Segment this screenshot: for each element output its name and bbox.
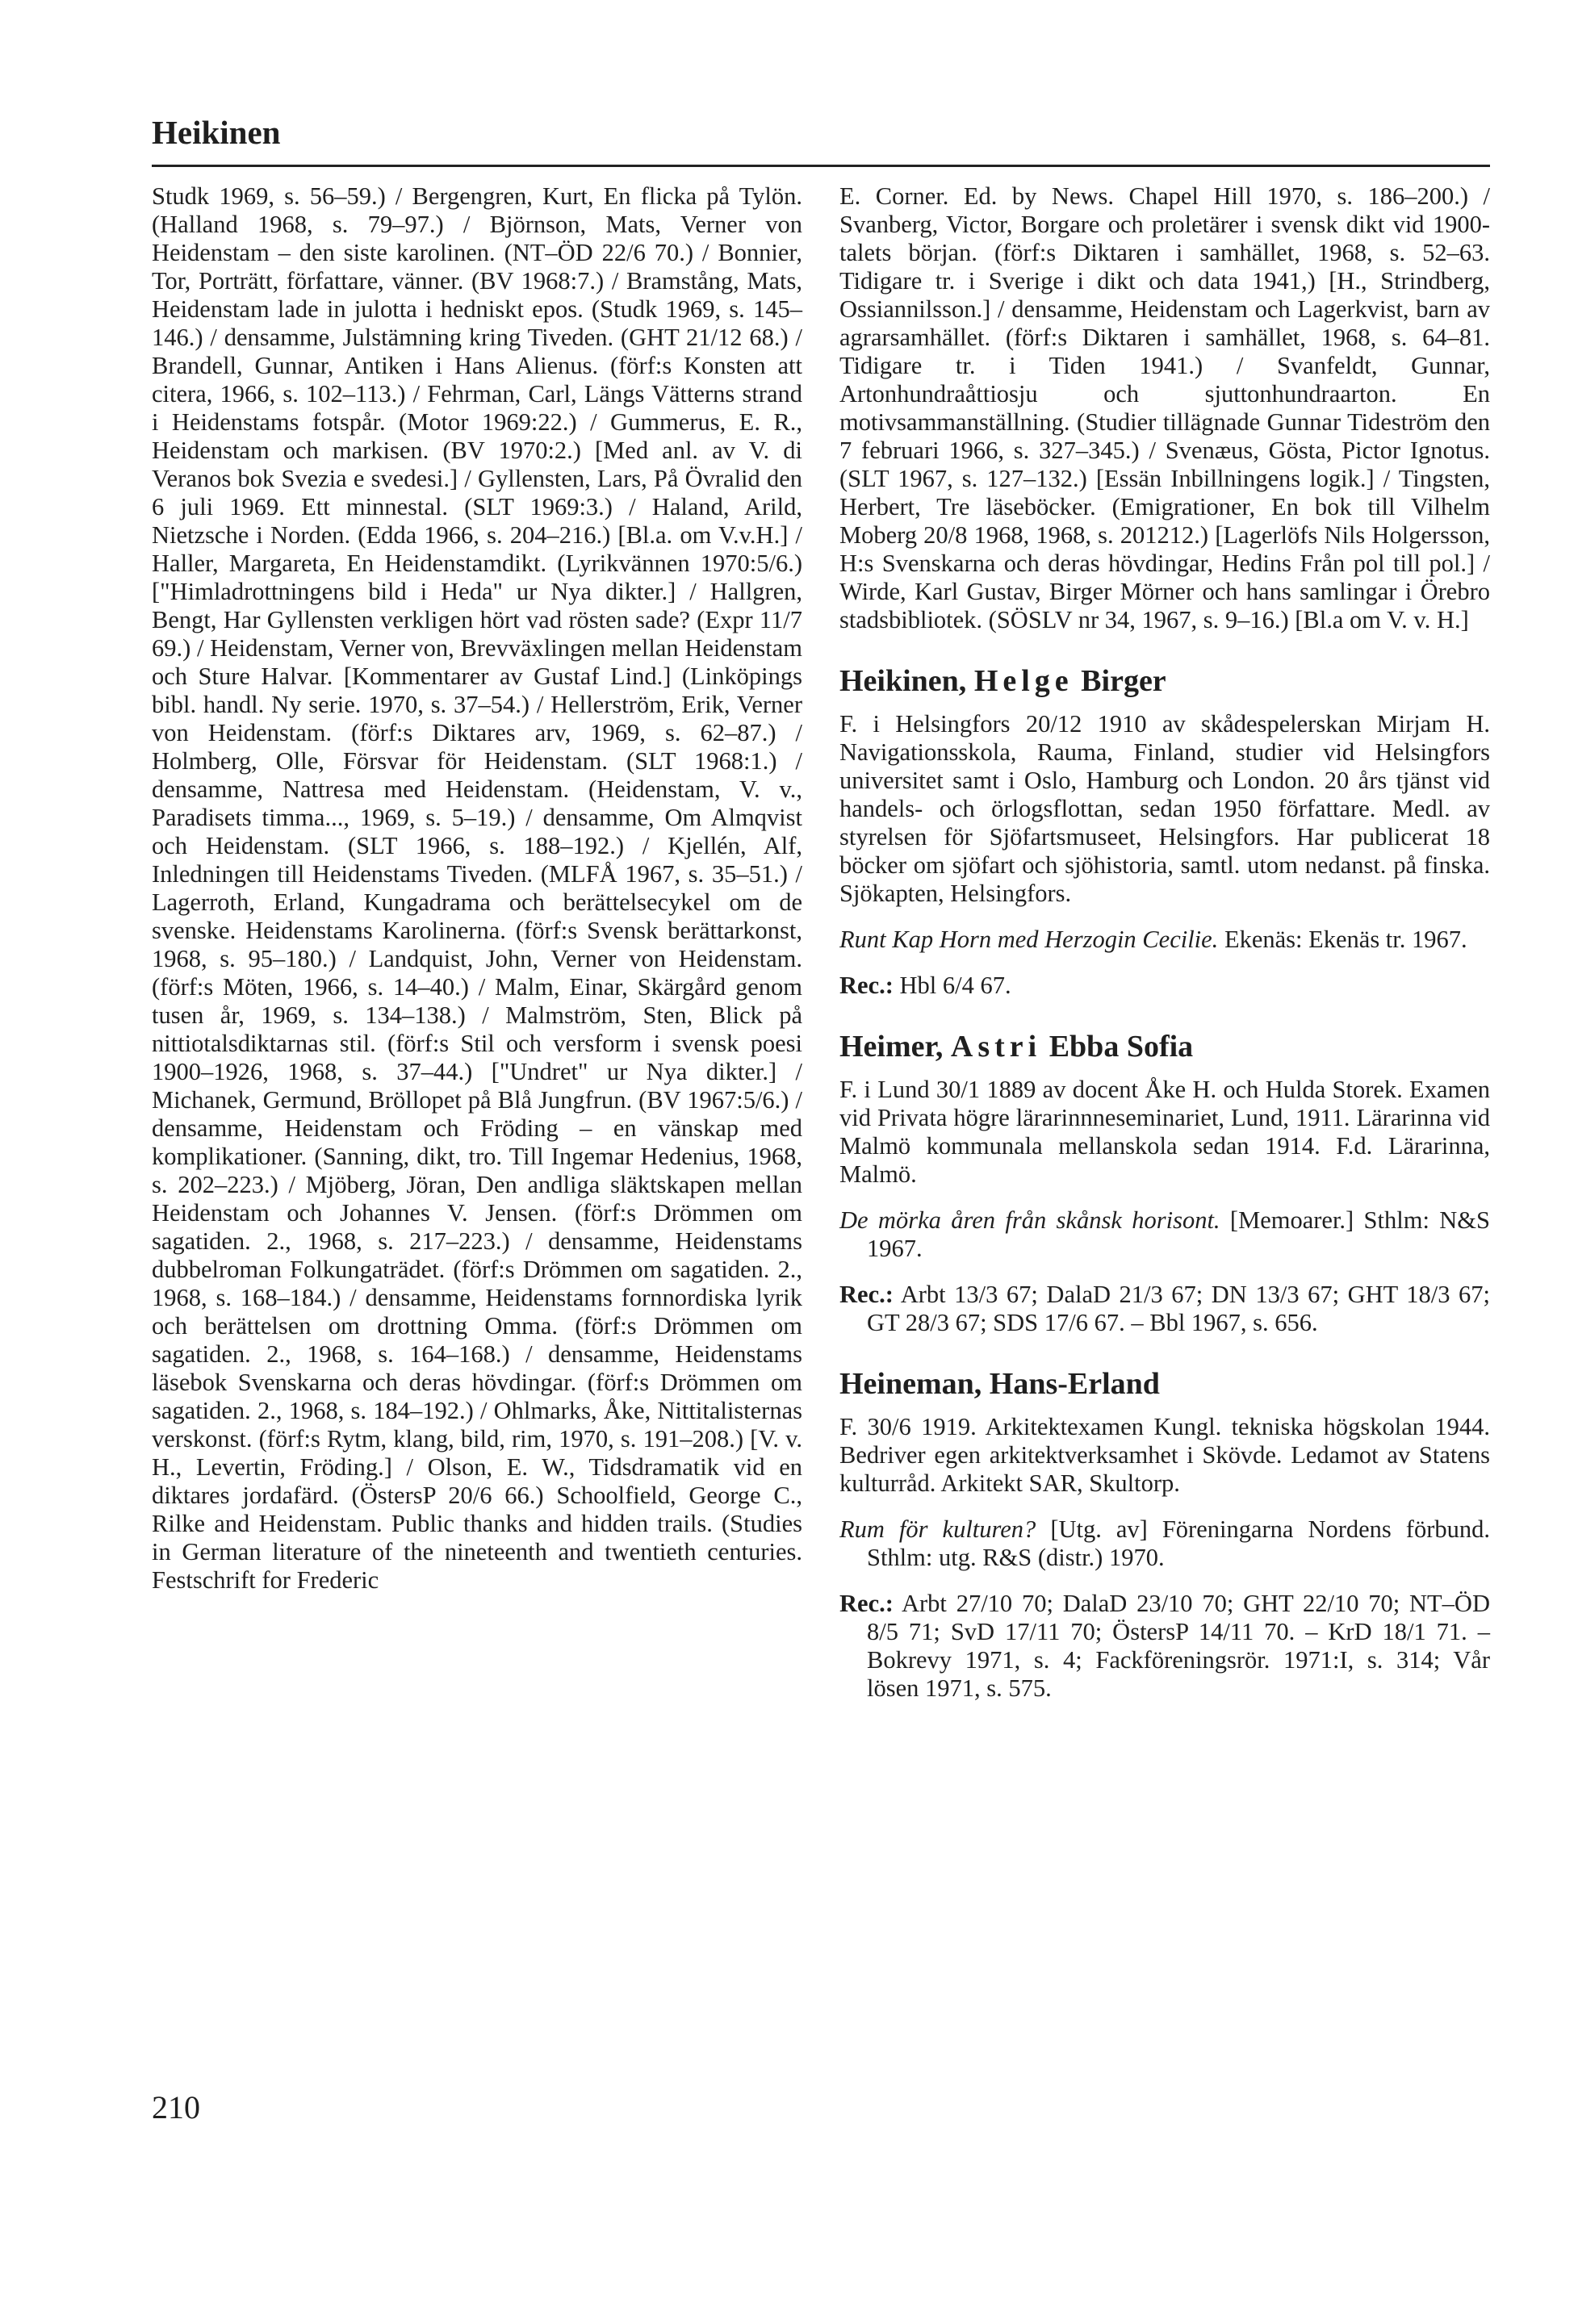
header-rule: [152, 165, 1490, 167]
entry-spaced-name: Helge: [973, 664, 1074, 698]
entry-reviews: [839, 1590, 1490, 1703]
entry-work: [839, 926, 1490, 954]
entry-bio: F. 30/6 1919. Arkitektexamen Kungl. tekniska högskolan 1944. Bedriver egen arkitektverksamhet i Skövde. Ledamot av Statens kulturråd. Arkitekt SAR, Skultorp.: [839, 1413, 1490, 1497]
left-column: [152, 182, 802, 1595]
work-title: De mörka åren från skånsk horisont.: [839, 1206, 1220, 1234]
work-title: Rum för kulturen?: [839, 1515, 1036, 1543]
left-column-text: Studk 1969, s. 56–59.) / Bergengren, Kurt, En flicka på Tylön. (Halland 1968, s. 79–97.) / Björnson, Mats, Verner von Heidenstam – den siste karolinen. (NT–ÖD 22/6 70.) / Bonnier, Tor, Porträtt, författare, vänner. (BV 1968:7.) / Bramstång, Mats, Heidenstam lade in julotta i hedniskt epos. (Studk 1969, s. 145–146.) / densamme, Julstämning kring Tiveden. (GHT 21/12 68.) / Brandell, Gunnar, Antiken i Hans Alienus. (förf:s Konsten att citera, 1966, s. 102–113.) / Fehrman, Carl, Längs Vätterns strand i Heidenstams fotspår. (Motor 1969:22.) / Gummerus, E. R., Heidenstam och markisen. (BV 1970:2.) [Med anl. av V. di Veranos bok Svezia e svedesi.] / Gyllensten, Lars, På Övralid den 6 juli 1969. Ett minnestal. (SLT 1969:3.) / Haland, Arild, Nietzsche i Norden. (Edda 1966, s. 204–216.) [Bl.a. om V.v.H.] / Haller, Margareta, En Heidenstamdikt. (Lyrikvännen 1970:5/6.) ["Himladrottningens bild i Heda" ur Nya dikter.] / Hallgren, Bengt, Har Gyllensten verkligen hört vad rösten sade? (Expr 11/7 69.) / Heidenstam, Verner von, Brevväxlingen mellan Heidenstam och Sture Halvar. [Kommentarer av Gustaf Lind.] (Linköpings bibl. handl. Ny serie. 1970, s. 37–54.) / Hellerström, Erik, Verner von Heidenstam. (förf:s Diktares arv, 1969, s. 62–87.) / Holmberg, Olle, Försvar för Heidenstam. (SLT 1968:1.) / densamme, Nattresa med Heidenstam. (Heidenstam, V. v., Paradisets timma..., 1969, s. 5–19.) / densamme, Om Almqvist och Heidenstam. (SLT 1966, s. 188–192.) / Kjellén, Alf, Inledningen till Heidenstams Tiveden. (MLFÅ 1967, s. 35–51.) / Lagerroth, Erland, Kungadrama och berättelsecykel om de svenske. Heidenstams Karolinerna. (förf:s Svensk berättarkonst, 1968, s. 95–180.) / Landquist, John, Verner von Heidenstam. (förf:s Möten, 1966, s. 14–40.) / Malm, Einar, Skärgård genom tusen år, 1969, s. 134–138.) / Malmström, Sten, Blick på nittiotalsdiktarnas stil. (förf:s Stil och versform i svensk poesi 1900–1926, 1968, s. 37–44.) ["Undret" ur Nya dikter.] / Michanek, Germund, Bröllopet på Blå Jungfrun. (BV 1967:5/6.) / densamme, Heidenstam och Fröding – en vänskap med komplikationer. (Sanning, dikt, tro. Till Ingemar Hedenius, 1968, s. 202–223.) / Mjöberg, Jöran, Den andliga släktskapen mellan Heidenstam och Johannes V. Jensen. (förf:s Drömmen om sagatiden. 2., 1968, s. 217–223.) / densamme, Heidenstams dubbelroman Folkungaträdet. (förf:s Drömmen om sagatiden. 2., 1968, s. 168–184.) / densamme, Heidenstams fornnordiska lyrik och berättelsen om drottning Omma. (förf:s Drömmen om sagatiden. 2., 1968, s. 164–168.) / densamme, Heidenstams läsebok Svenskarna och deras hövdingar. (förf:s Drömmen om sagatiden. 2., 1968, s. 184–192.) / Ohlmarks, Åke, Nittitalisternas verskonst. (förf:s Rytm, klang, bild, rim, 1970, s. 191–208.) [V. v. H., Levertin, Fröding.] / Olson, E. W., Tidsdramatik vid en diktares jordafärd. (ÖstersP 20/6 66.) Schoolfield, George C., Rilke and Heidenstam. Public thanks and hidden trails. (Studies in German literature of the nineteenth and twentieth centuries. Festschrift for Frederic: [152, 182, 802, 1594]
entry-surname: Heimer,: [839, 1030, 944, 1064]
entry-spaced-name: Astri: [950, 1030, 1042, 1064]
entry-heikinen: [839, 663, 1490, 1000]
rec-text: Arbt 13/3 67; DalaD 21/3 67; DN 13/3 67; GHT 18/3 67; GT 28/3 67; SDS 17/6 67. – Bbl 1967, s. 656.: [867, 1281, 1490, 1336]
right-column: [839, 182, 1490, 1703]
rec-label: Rec.:: [839, 972, 894, 999]
rec-text: Arbt 27/10 70; DalaD 23/10 70; GHT 22/10 70; NT–ÖD 8/5 71; SvD 17/11 70; ÖstersP 14/11 70. – KrD 18/1 71. – Bokrevy 1971, s. 4; Fackföreningsrör. 1971:I, s. 314; Vår lösen 1971, s. 575.: [867, 1590, 1490, 1702]
entry-bio: F. i Lund 30/1 1889 av docent Åke H. och Hulda Storek. Examen vid Privata högre lärarinnneseminariet, Lund, 1911. Lärarinna vid Malmö kommunala mellanskola sedan 1914. F.d. Lärarinna, Malmö.: [839, 1076, 1490, 1188]
continuation-text: E. Corner. Ed. by News. Chapel Hill 1970, s. 186–200.) / Svanberg, Victor, Borgare och proletärer i svensk dikt vid 1900-talets början. (förf:s Diktaren i samhället, 1968, s. 52–63. Tidigare tr. i Sverige i dikt och data 1941,) [H., Strindberg, Ossiannilsson.] / densamme, Heidenstam och Lagerkvist, barn av agrarsamhället. (förf:s Diktaren i samhället, 1968, s. 64–81. Tidigare tr. i Tiden 1941.) / Svanfeldt, Gunnar, Artonhundraåttiosju och sjuttonhundraarton. En motivsammanställning. (Studier tillägnade Gunnar Tideström den 7 februari 1966, s. 327–345.) / Svenæus, Gösta, Pictor Ignotus. (SLT 1967, s. 127–132.) [Essän Inbillningens logik.] / Tingsten, Herbert, Tre läseböcker. (Emigrationer, En bok till Vilhelm Moberg 20/8 1968, 1968, s. 201212.) [Lagerlöfs Nils Holgersson, H:s Svenskarna och deras hövdingar, Hedins Från pol till pol.] / Wirde, Karl Gustav, Birger Mörner och hans samlingar i Örebro stadsbibliotek. (SÖSLV nr 34, 1967, s. 9–16.) [Bl.a om V. v. H.]: [839, 182, 1490, 633]
rec-label: Rec.:: [839, 1281, 894, 1308]
entry-heimer: [839, 1029, 1490, 1337]
entry-reviews: [839, 972, 1490, 1000]
running-head: Heikinen: [152, 114, 281, 151]
work-title: Runt Kap Horn med Herzogin Cecilie.: [839, 926, 1219, 953]
rec-text: Hbl 6/4 67.: [899, 972, 1011, 999]
entry-surname: Heikinen,: [839, 664, 967, 698]
work-rest: [Utg. av] Föreningarna Nordens förbund. Sthlm: utg. R&S (distr.) 1970.: [867, 1515, 1490, 1571]
page-number: 210: [152, 2089, 200, 2125]
entry-heading: [839, 1029, 1490, 1064]
rec-label: Rec.:: [839, 1590, 894, 1617]
entry-heading: [839, 1366, 1490, 1402]
entry-work: [839, 1206, 1490, 1263]
work-rest: [Memoarer.] Sthlm: N&S 1967.: [867, 1206, 1490, 1262]
entry-rest-name: Birger: [1081, 664, 1166, 698]
entry-heineman: [839, 1366, 1490, 1703]
entry-reviews: [839, 1281, 1490, 1337]
work-rest: Ekenäs: Ekenäs tr. 1967.: [1224, 926, 1467, 953]
entry-heading: [839, 663, 1490, 699]
entry-bio: F. i Helsingfors 20/12 1910 av skådespelerskan Mirjam H. Navigationsskola, Rauma, Finland, studier vid Helsingfors universitet samt i Oslo, Hamburg och London. 20 års tjänst vid handels- och örlogsflottan, sedan 1950 författare. Medl. av styrelsen för Sjöfartsmuseet, Helsingfors. Har publicerat 18 böcker om sjöfart och sjöhistoria, samtl. utom nedanst. på finska. Sjökapten, Helsingfors.: [839, 710, 1490, 907]
entry-rest-name: Ebba Sofia: [1049, 1030, 1194, 1064]
entry-surname: Heineman, Hans-Erland: [839, 1367, 1160, 1401]
entry-work: [839, 1515, 1490, 1572]
